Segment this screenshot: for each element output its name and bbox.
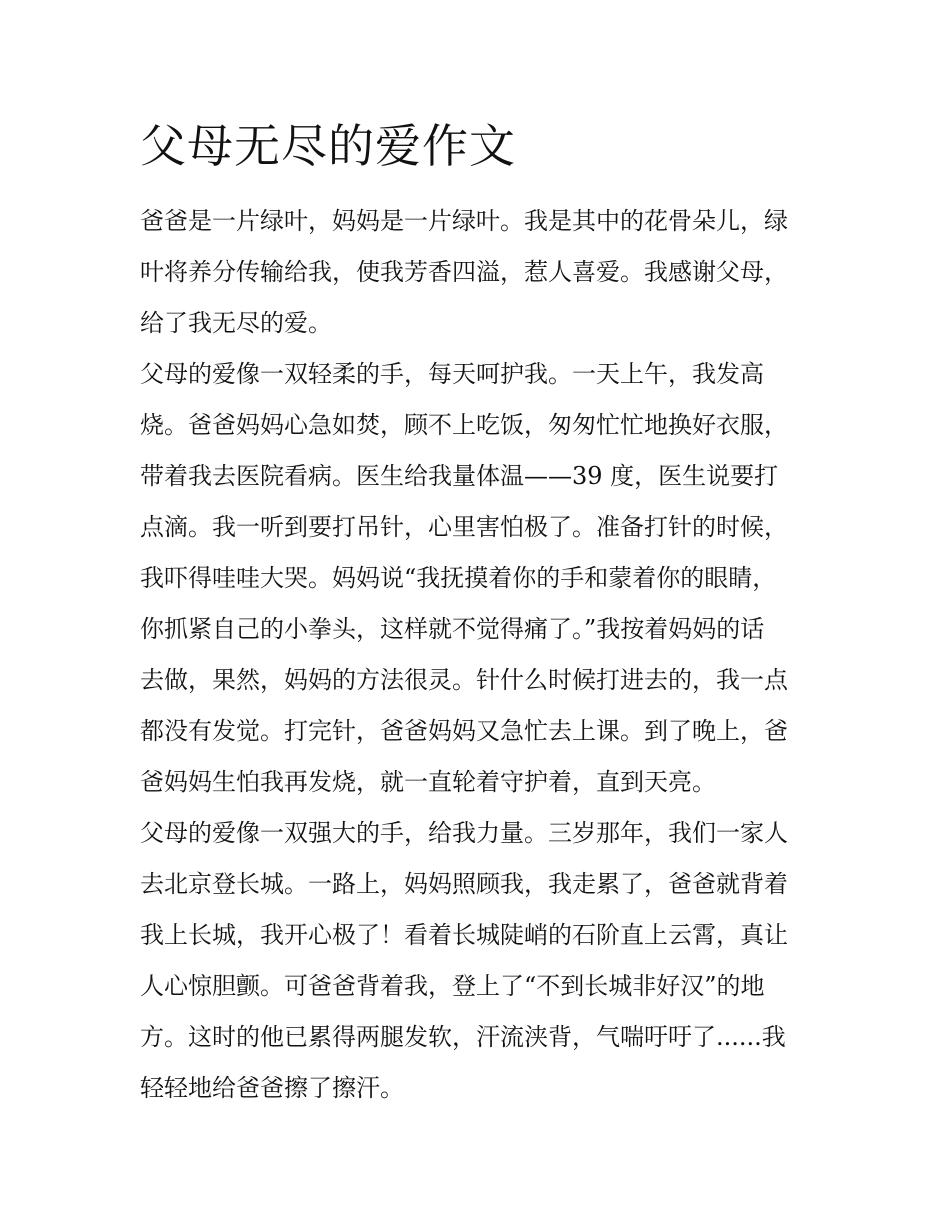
text-line: 叶将养分传输给我，使我芳香四溢，惹人喜爱。我感谢父母， bbox=[140, 258, 788, 286]
text-line: 烧。爸爸妈妈心急如焚，顾不上吃饭，匆匆忙忙地换好衣服， bbox=[140, 411, 788, 439]
text-line: 你抓紧自己的小拳头，这样就不觉得痛了。”我按着妈妈的话 bbox=[140, 615, 765, 643]
document-title: 父母无尽的爱作文 bbox=[140, 119, 516, 173]
essay-body bbox=[140, 196, 820, 1114]
text-line: 方。这时的他已累得两腿发软，汗流浃背，气喘吁吁了......我 bbox=[140, 1023, 786, 1051]
text-line: 爸妈妈生怕我再发烧，就一直轮着守护着，直到天亮。 bbox=[140, 768, 716, 796]
text-line: 爸爸是一片绿叶，妈妈是一片绿叶。我是其中的花骨朵儿，绿 bbox=[140, 207, 788, 235]
text-line: 轻轻地给爸爸擦了擦汗。 bbox=[140, 1074, 404, 1102]
text-line: 父母的爱像一双轻柔的手，每天呵护我。一天上午，我发高 bbox=[140, 360, 764, 388]
text-line: 去北京登长城。一路上，妈妈照顾我，我走累了，爸爸就背着 bbox=[140, 870, 788, 898]
text-line: 父母的爱像一双强大的手，给我力量。三岁那年，我们一家人 bbox=[140, 819, 788, 847]
text-line: 去做，果然，妈妈的方法很灵。针什么时候打进去的，我一点 bbox=[140, 666, 788, 694]
text-line: 我吓得哇哇大哭。妈妈说“我抚摸着你的手和蒙着你的眼睛， bbox=[140, 564, 777, 592]
text-line: 人心惊胆颤。可爸爸背着我，登上了“不到长城非好汉”的地 bbox=[140, 972, 765, 1000]
text-line: 都没有发觉。打完针，爸爸妈妈又急忙去上课。到了晚上，爸 bbox=[140, 717, 788, 745]
text-line: 带着我去医院看病。医生给我量体温——39 度，医生说要打 bbox=[140, 462, 779, 490]
text-line: 点滴。我一听到要打吊针，心里害怕极了。准备打针的时候， bbox=[140, 513, 788, 541]
text-line: 我上长城，我开心极了！看着长城陡峭的石阶直上云霄，真让 bbox=[140, 921, 788, 949]
text-line: 给了我无尽的爱。 bbox=[140, 309, 332, 337]
